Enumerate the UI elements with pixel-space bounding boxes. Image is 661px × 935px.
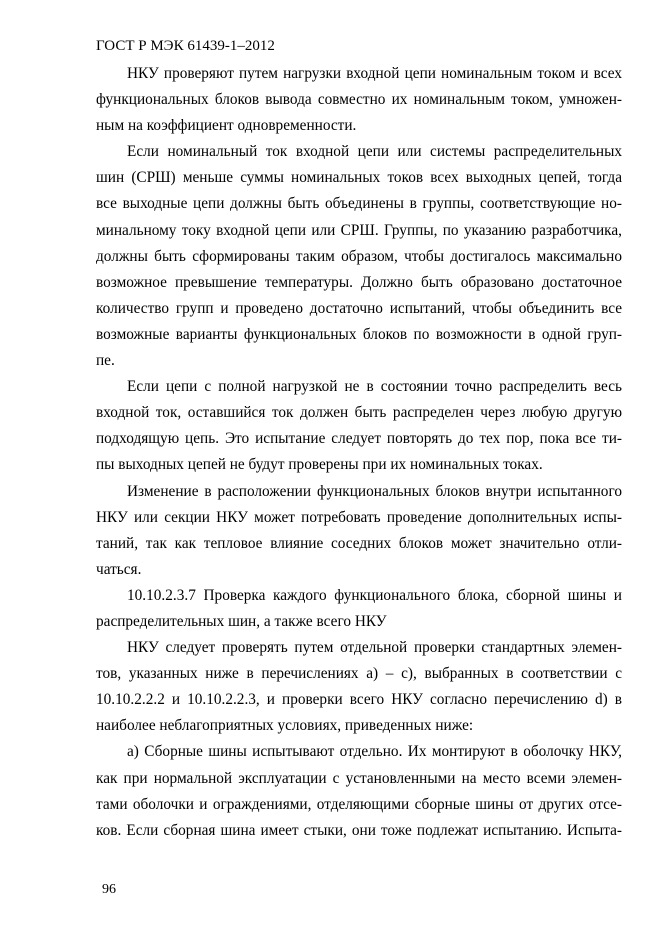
text-line: распределительных шин, а также всего НКУ <box>96 612 387 630</box>
paragraph <box>96 635 622 739</box>
text-line: должны быть сформированы таким образом, чтобы достигалось максимально <box>96 247 622 265</box>
text-line: тов, указанных ниже в перечислениях a) – c), выбранных в соответствии с <box>96 665 622 683</box>
page-header: ГОСТ Р МЭК 61439-1–2012 <box>96 38 275 54</box>
text-line: НКУ проверяют путем нагрузки входной цепи номинальным током и всех <box>127 65 622 82</box>
text-line: функциональных блоков вывода совместно их номинальным током, умножен- <box>96 91 622 109</box>
text-line: пы выходных цепей не будут проверены при их номинальных токах. <box>96 456 543 474</box>
text-line: НКУ или секции НКУ может потребовать проведение дополнительных испы- <box>96 508 622 526</box>
text-line: возможные варианты функциональных блоков по возможности в одной груп- <box>96 325 622 343</box>
text-line: чаться. <box>96 560 142 578</box>
text-line: возможное превышение температуры. Должно быть образовано достаточное <box>96 273 622 291</box>
text-line: Если номинальный ток входной цепи или системы распределительных <box>127 143 622 161</box>
body-text <box>96 61 622 844</box>
paragraph <box>96 374 622 478</box>
text-line: Если цепи с полной нагрузкой не в состоянии точно распределить весь <box>127 378 622 396</box>
text-line: минальному току входной цепи или СРШ. Группы, по указанию разработчика, <box>96 221 622 239</box>
section-heading <box>96 583 622 635</box>
list-item <box>96 739 622 843</box>
paragraph <box>96 479 622 583</box>
text-line: таний, так как тепловое влияние соседних блоков может значительно отли- <box>96 534 622 552</box>
paragraph <box>96 139 622 374</box>
text-line: тами оболочки и ограждениями, отделяющими сборные шины от других отсе- <box>96 795 622 813</box>
text-line: пе. <box>96 352 115 370</box>
text-line: 10.10.2.3.7 Проверка каждого функционального блока, сборной шины и <box>127 586 622 604</box>
text-line: подходящую цепь. Это испытание следует повторять до тех пор, пока все ти- <box>96 430 622 448</box>
text-line: наиболее неблагоприятных условиях, приведенных ниже: <box>96 717 474 735</box>
page-number: 96 <box>102 882 116 897</box>
text-line: Изменение в расположении функциональных блоков внутри испытанного <box>127 482 622 500</box>
text-line: все выходные цепи должны быть объединены в группы, соответствующие но- <box>96 195 622 213</box>
text-line: количество групп и проведено достаточно испытаний, чтобы объединить все <box>96 299 622 317</box>
text-line: входной ток, оставшийся ток должен быть распределен через любую другую <box>96 404 622 422</box>
paragraph <box>96 61 622 139</box>
text-line: ков. Если сборная шина имеет стыки, они тоже подлежат испытанию. Испыта- <box>96 821 622 839</box>
text-line: шин (СРШ) меньше суммы номинальных токов всех выходных цепей, тогда <box>96 169 622 187</box>
text-line: 10.10.2.2.2 и 10.10.2.2.3, и проверки всего НКУ согласно перечислению d) в <box>96 691 622 709</box>
text-line: НКУ следует проверять путем отдельной проверки стандартных элемен- <box>127 639 622 657</box>
text-line: a) Сборные шины испытывают отдельно. Их монтируют в оболочку НКУ, <box>127 743 622 761</box>
text-line: ным на коэффициент одновременности. <box>96 117 357 135</box>
text-line: как при нормальной эксплуатации с установленными на место всеми элемен- <box>96 769 622 787</box>
